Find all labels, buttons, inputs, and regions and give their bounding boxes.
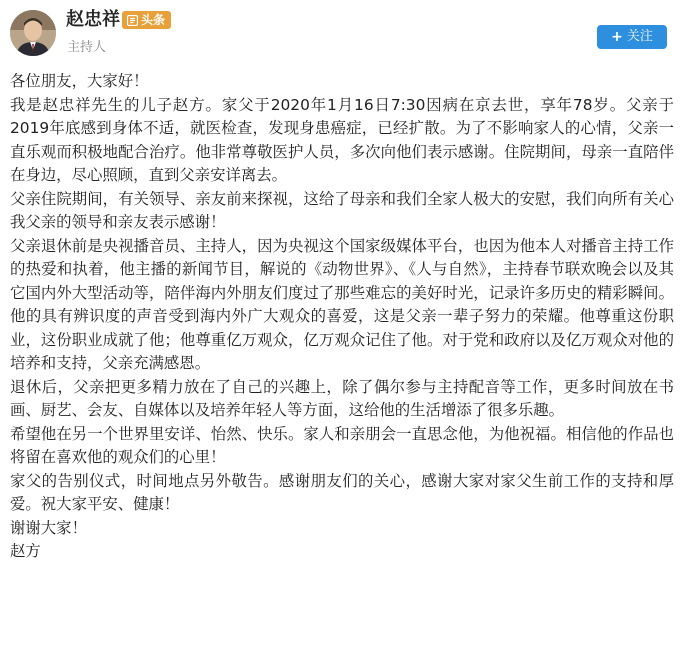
- post-content: [10, 70, 674, 564]
- post-signature: 赵方: [10, 542, 41, 560]
- user-subtitle: 主持人: [67, 40, 107, 55]
- headline-badge: [122, 11, 171, 29]
- post-paragraph: 家父的告别仪式，时间地点另外敬告。感谢朋友们的关心，感谢大家对家父生前工作的支持和厚爱。祝大家平安、健康！: [10, 471, 674, 513]
- post-paragraph: 希望他在另一个世界里安详、怡然、快乐。家人和亲朋会一直思念他，为他祝福。相信他的作品也将留在喜欢他的观众们的心里！: [10, 424, 674, 466]
- follow-button[interactable]: [597, 25, 667, 49]
- badge-label: 头条: [141, 13, 166, 27]
- plus-icon: +: [611, 29, 623, 45]
- avatar-photo-icon: [10, 10, 56, 56]
- post-paragraph: 退休后，父亲把更多精力放在了自己的兴趣上，除了偶尔参与主持配音等工作，更多时间放在书画、厨艺、会友、自媒体以及培养年轻人等方面，这给他的生活增添了很多乐趣。: [10, 377, 674, 419]
- post-paragraph: 谢谢大家！: [10, 518, 87, 537]
- post-paragraph: 各位朋友，大家好！: [10, 72, 149, 90]
- avatar[interactable]: [10, 10, 56, 56]
- post-header: [0, 0, 681, 62]
- post-paragraph: 父亲住院期间，有关领导、亲友前来探视，这给了母亲和我们全家人极大的安慰，我们向所有关心我父亲的领导和亲友表示感谢！: [10, 189, 674, 231]
- post-paragraph: 我是赵忠祥先生的儿子赵方。家父于2020年1月16日7:30因病在京去世，享年78岁。父亲于2019年底感到身体不适，就医检查，发现身患癌症，已经扩散。为了不影响家人的心情，父亲一直乐观而积极地配合治疗。他非常尊敬医护人员，多次向他们表示感谢。住院期间，母亲一直陪伴在身边，尽心照顾，直到父亲安详离去。: [10, 95, 674, 184]
- post-paragraph: 父亲退休前是央视播音员、主持人，因为央视这个国家级媒体平台，也因为他本人对播音主持工作的热爱和执着，他主播的新闻节目，解说的《动物世界》、《人与自然》，主持春节联欢晚会以及其它国内外大型活动等，陪伴海内外朋友们度过了那些难忘的美好时光，记录许多历史的精彩瞬间。他的具有辨识度的声音受到海内外广大观众的喜爱，这是父亲一辈子努力的荣耀。他尊重这份职业，这份职业成就了他；他尊重亿万观众，亿万观众记住了他。对于党和政府以及亿万观众对他的培养和支持，父亲充满感恩。: [10, 236, 674, 372]
- follow-label: 关注: [626, 29, 653, 44]
- username[interactable]: 赵忠祥: [66, 9, 120, 30]
- headline-badge-icon: [127, 15, 138, 26]
